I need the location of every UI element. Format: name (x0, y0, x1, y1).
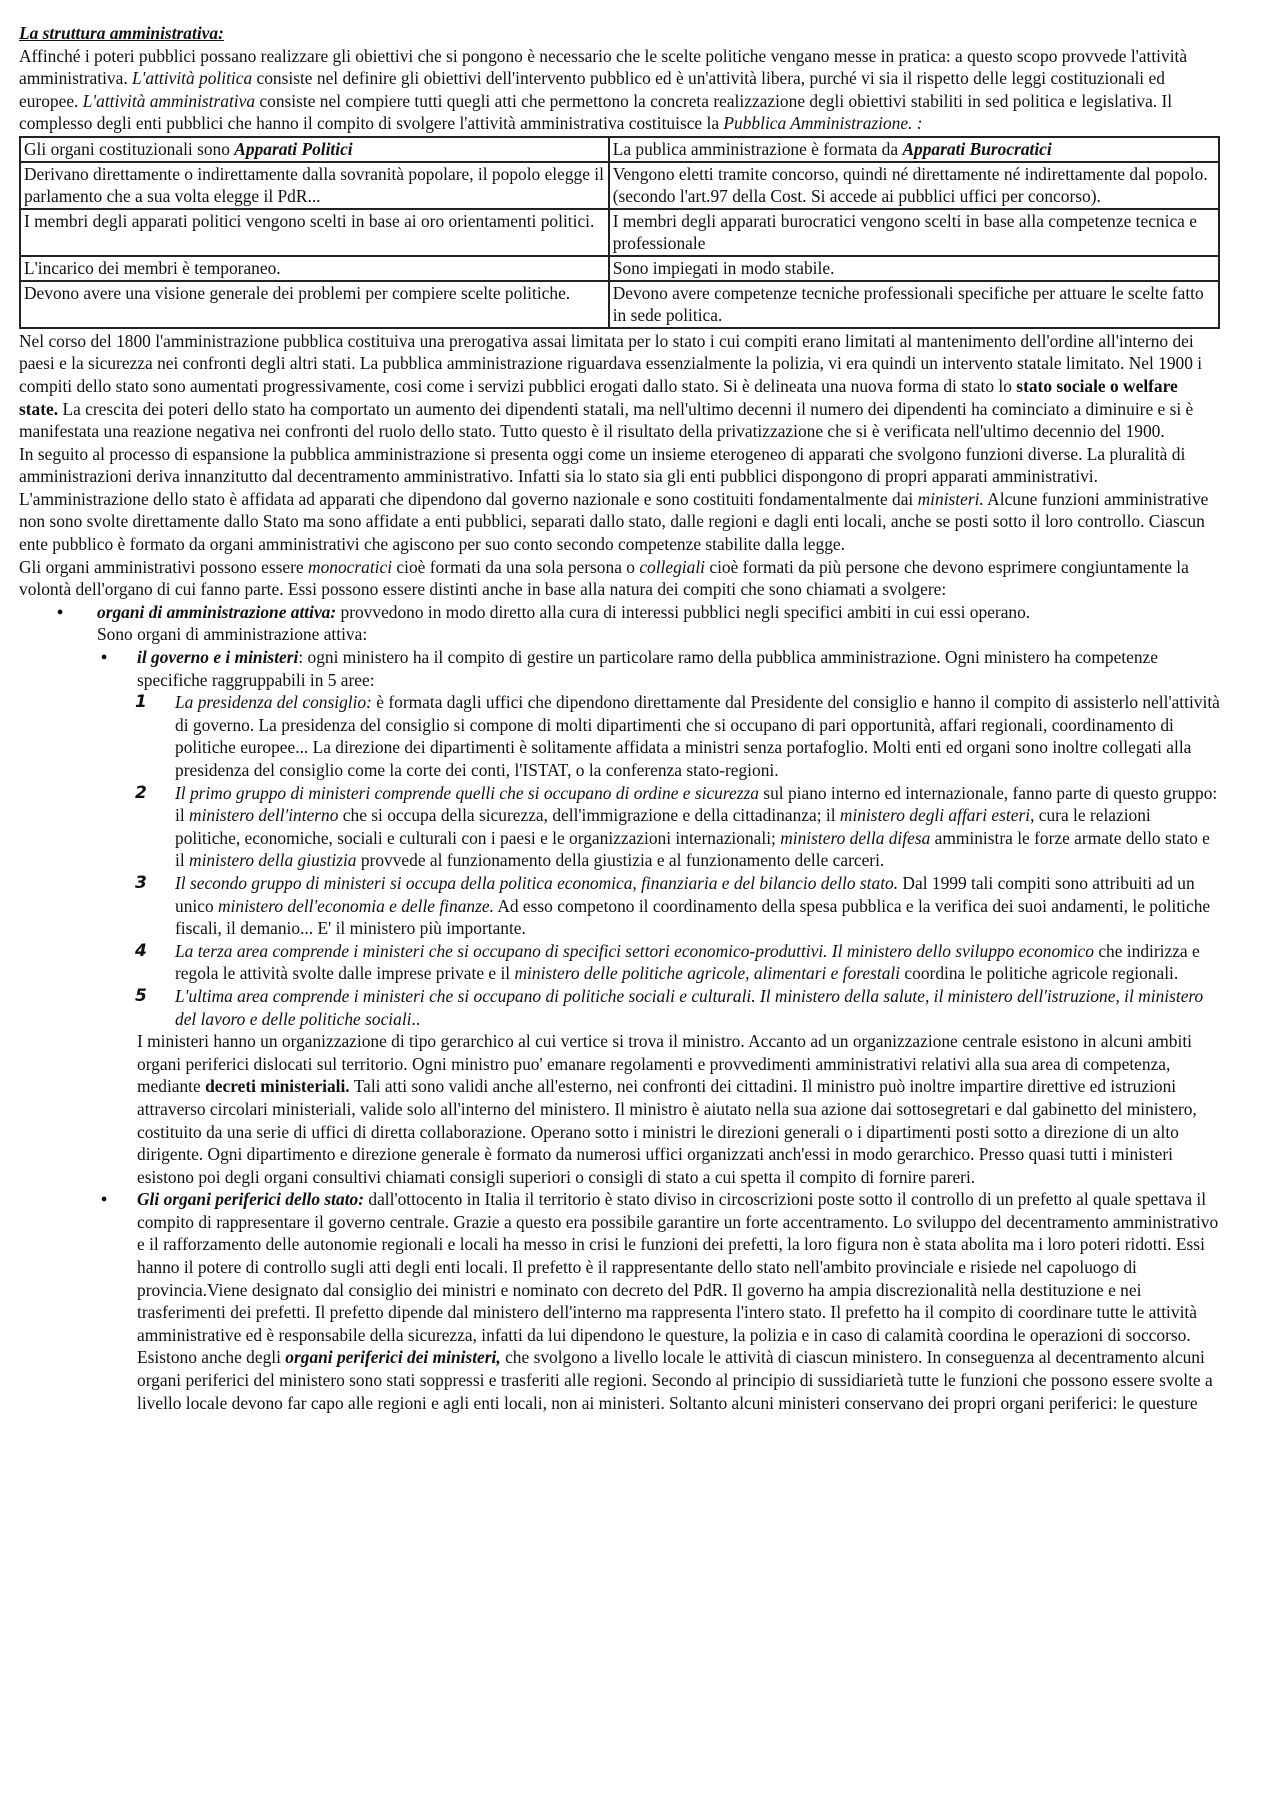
text-run: coordina le politiche agricole regionali. (900, 963, 1179, 984)
text-run: che si occupa della sicurezza, dell'immigrazione e della cittadinanza; il (338, 805, 840, 826)
text-run: L'ultima area comprende i ministeri che si occupano di politiche sociali e culturali. Il ministero della salute, il ministero dell'istruzione, il ministero del lavoro e delle politiche sociali (175, 985, 1204, 1029)
table-cell: Vengono eletti tramite concorso, quindi né direttamente né indirettamente dal popolo. (secondo l'art.97 della Cost. Si accede ai pubblici uffici per concorso). (609, 162, 1219, 209)
table-header-row (20, 137, 1219, 162)
paragraph-ministeri (137, 1030, 1220, 1188)
text-run: ministero dell'interno (189, 805, 339, 826)
item-number: 3 (135, 872, 147, 893)
intro-paragraph (19, 45, 1220, 135)
text-run: ministero delle politiche agricole, alimentari e forestali (514, 963, 901, 984)
table-cell: Devono avere competenze tecniche professionali specifiche per attuare le scelte fatto in sede politica. (609, 281, 1219, 328)
text-run: ministero della giustizia (189, 850, 357, 871)
numbered-item (19, 985, 1220, 1030)
numbered-item (19, 782, 1220, 872)
numbered-item-text (175, 782, 1220, 872)
text-run: che indirizza e regola le attività svolte dalle imprese private e il (175, 940, 1200, 984)
text-run: I ministeri hanno un organizzazione di tipo gerarchico al cui vertice si trova il ministro. Accanto ad un organizzazione centrale esistono in alcuni ambiti organi periferici dislocati sul territorio. Ogni ministro puo' emanare regolamenti e provvedimenti amministrativi relativi alla sua area di competenza, mediante (137, 1031, 1193, 1097)
text-run: , cura le relazioni politiche, economiche, sociali e culturali con i paesi e le organizzazioni internazionali; (175, 805, 1151, 848)
paragraph-decentramento (19, 443, 1220, 556)
document-title: La struttura amministrativa: (19, 23, 224, 43)
text-run: Alcune funzioni amministrative non sono svolte direttamente dallo Stato ma sono affidate a enti pubblici, separati dallo stato, dalle regioni e dagli enti locali, anche se posti sotto il loro controllo. Ciascun ente pubblico è formato da organi amministrativi che agiscono per suo conto secondo competenze stabilite dalla legge. (19, 488, 1209, 555)
text-run: .. (411, 1008, 421, 1029)
table-cell: Derivano direttamente o indirettamente dalla sovranità popolare, il popolo elegge il parlamento che a sua volta elegge il PdR... (20, 162, 609, 209)
table-cell: L'incarico dei membri è temporaneo. (20, 256, 609, 281)
text-run: ministero dell'economia e delle finanze. (217, 895, 494, 916)
table-cell: I membri degli apparati politici vengono scelti in base ai oro orientamenti politici. (20, 209, 609, 256)
text-run: il governo e i ministeri (137, 647, 299, 668)
text-run: In seguito al processo di espansione la pubblica amministrazione si presenta oggi come un insieme eterogeneo di apparati che svolgono funzioni diverse. La pluralità di amministrazioni deriva innanzitutto dal decentramento amministrativo. Infatti sia lo stato sia gli enti pubblici dispongono di propri apparati amministrativi. L'amministrazione dello stato è affidata ad apparati che dipendono dal governo nazionale e sono costituiti fondamentalmente dai (19, 443, 1186, 509)
text-run: che svolgono a livello locale le attività di ciascun ministero. In conseguenza al decentramento alcuni organi periferici del ministero sono stati soppressi e trasferiti alle regioni. Secondo al principio di sussidiarietà tutte le funzioni che possono essere svolte a livello locale devono far capo alle regioni e agli enti locali, non ai ministeri. Soltanto alcuni ministeri conservano dei propri organi periferici: le questure (137, 1347, 1213, 1413)
text-run: è formata dagli uffici che dipendono direttamente dal Presidente del consiglio e hanno il compito di assisterlo nell'attività di governo. La presidenza del consiglio si compone di molti dipartimenti che si occupano di pari opportunità, affari regionali, coordinamento di politiche europee... La direzione dei dipartimenti è solitamente affidata a ministri senza portafoglio. Molti enti ed organi sono inoltre collegati alla presidenza del consiglio come la corte dei conti, l'ISTAT, o la conferenza stato-regioni. (175, 692, 1220, 780)
numbered-item (19, 691, 1220, 781)
table-row (20, 256, 1219, 281)
list-item-text (97, 601, 1220, 624)
table-cell: Devono avere una visione generale dei problemi per compiere scelte politiche. (20, 281, 609, 328)
text-run: decreti ministeriali. (205, 1076, 350, 1097)
text-run: organi di amministrazione attiva: (97, 601, 337, 622)
text-run: Apparati Politici (234, 138, 353, 159)
bullet-icon: • (101, 1189, 108, 1210)
text-run: L'attività amministrativa (82, 90, 256, 111)
paragraph-welfare-state (19, 330, 1220, 443)
item-number: 1 (135, 692, 147, 713)
numbered-item-text (175, 691, 1220, 781)
text-run: La terza area comprende i ministeri che si occupano di specifici settori economico-produttivi. Il ministero dello sviluppo economico (175, 940, 1094, 961)
table-row (20, 162, 1219, 209)
numbered-item (19, 872, 1220, 940)
item-number: 4 (135, 940, 147, 961)
text-run: cioè formati da più persone che devono esprimere congiuntamente la volontà dell'organo di cui fanno parte. Essi possono essere distinti anche in base alla natura dei compiti che sono chiamati a svolgere: (19, 556, 1189, 600)
text-run: stato sociale o welfare state. (19, 375, 1178, 419)
text-run: provvedono in modo diretto alla cura di interessi pubblici negli specifici ambiti in cui essi operano. (336, 601, 1031, 622)
numbered-item-text (175, 985, 1220, 1030)
text-run: sul piano interno ed internazionale, fanno parte di questo gruppo: il (175, 782, 1218, 826)
text-run: L'attività politica (132, 68, 253, 89)
text-run: dall'ottocento in Italia il territorio è stato diviso in circoscrizioni poste sotto il controllo di un prefetto al quale spettava il compito di rappresentare il governo centrale. Grazie a questo era possibile garantire un forte accentramento. Lo sviluppo del decentramento amministrativo e il rafforzamento delle autonomie regionali e locali ha messo in crisi le funzioni dei prefetti, la loro figura non è stata abolita ma i loro poteri ridotti. Essi hanno il potere di controllo sugli atti degli enti locali. Il prefetto è il rappresentante dello stato nell'ambito provinciale e risiede nel capoluogo di provincia.Viene designato dal consiglio dei ministri e nominato con decreto del PdR. Il governo ha ampia discrezionalità nella destituzione e nei trasferimenti dei prefetti. Il prefetto dipende dal ministero dell'interno ma rappresenta l'intero stato. Il prefetto ha il compito di coordinare tutte le attività amministrative ed è responsabile della sicurezza, infatti da lui dipendono le questure, la polizia e in caso di calamità coordina le operazioni di soccorso. Esistono anche degli (137, 1189, 1219, 1368)
list-item-subtext: Sono organi di amministrazione attiva: (97, 624, 368, 645)
table-cell: Sono impiegati in modo stabile. (609, 256, 1219, 281)
text-run: Gli organi costituzionali sono (24, 138, 235, 159)
text-run: monocratici (308, 556, 393, 577)
text-run: Pubblica Amministrazione. : (723, 113, 923, 134)
text-run: Gli organi amministrativi possono essere (19, 556, 309, 577)
item-number: 2 (135, 782, 147, 803)
comparison-table (19, 136, 1220, 329)
text-run: Tali atti sono validi anche all'esterno, nei confronti dei cittadini. Il ministro può inoltre impartire direttive ed istruzioni attraverso circolari ministeriali, valide solo all'interno del ministero. Il ministro è aiutato nella sua azione dai sottosegretari e dal gabinetto del ministero, costituito da una serie di uffici di diretta collaborazione. Operano sotto i ministri le direzioni generali o i dipartimenti posti sotto a direzione di un alto dirigente. Ogni dipartimento e direzione generale è formato da numerosi uffici organizzati anch'essi in modo gerarchico. Presso quasi tutti i ministeri esistono poi degli organi consultivi chiamati consigli superiori o consigli di stato a cui spetta il compito di fornire pareri. (137, 1076, 1197, 1187)
list-item-text (137, 1188, 1220, 1414)
table-row (20, 209, 1219, 256)
bullet-icon: • (101, 647, 108, 668)
text-run: organi periferici dei ministeri, (285, 1347, 501, 1368)
numbered-item-text (175, 940, 1220, 985)
text-run: Ad esso competono il coordinamento della spesa pubblica e la verifica dei suoi andamenti, le politiche fiscali, il demanio... E' il ministero più importante. (175, 895, 1211, 939)
text-run: Nel corso del 1800 l'amministrazione pubblica costituiva una prerogativa assai limitata per lo stato i cui compiti erano limitati al mantenimento dell'ordine all'interno dei paesi e la sicurezza nei confronti degli altri stati. La pubblica amministrazione riguardava essenzialmente la polizia, vi era quindi un intervento statale limitato. Nel 1900 i compiti dello stato sono aumentati progressivamente, cosi come i servizi pubblici erogati dallo stato. Si è delineata una nuova forma di stato lo (19, 330, 1203, 396)
table-row (20, 281, 1219, 328)
text-run: Il secondo gruppo di ministeri si occupa della politica economica, finanziaria e del bilancio dello stato. (175, 872, 899, 893)
table-header-cell-political (20, 137, 609, 162)
text-run: cioè formati da una sola persona o (392, 556, 640, 577)
text-run: ministero della difesa (780, 827, 931, 848)
text-run: Dal 1999 tali compiti sono attribuiti ad un unico (175, 872, 1195, 916)
numbered-item (19, 940, 1220, 985)
numbered-item-text (175, 872, 1220, 940)
text-run: Affinché i poteri pubblici possano realizzare gli obiettivi che si pongono è necessario che le scelte politiche vengano messe in pratica: a questo scopo provvede l'attività amministrativa. (19, 45, 1188, 89)
text-run: collegiali (639, 556, 705, 577)
item-number: 5 (135, 985, 147, 1006)
text-run: provvede al funzionamento della giustizia e al funzionamento delle carceri. (356, 850, 885, 871)
list-item-text (137, 646, 1220, 691)
list-item-amministrazione-attiva (19, 601, 1220, 1414)
table-header-cell-bureaucratic (609, 137, 1219, 162)
text-run: : ogni ministero ha il compito di gestire un particolare ramo della pubblica amministrazione. Ogni ministero ha competenze specifiche raggruppabili in 5 aree: (137, 647, 1158, 690)
text-run: La publica amministrazione è formata da (612, 138, 903, 159)
bullet-icon: • (57, 601, 64, 622)
text-run: La presidenza del consiglio: (175, 692, 372, 713)
text-run: Gli organi periferici dello stato: (137, 1189, 365, 1210)
list-item-organi-periferici (19, 1188, 1220, 1414)
text-run: consiste nel definire gli obiettivi dell'intervento pubblico ed è un'attività libera, purché vi sia il rispetto delle leggi costituzionali ed europee. (19, 68, 1165, 111)
text-run: ministero degli affari esteri (839, 805, 1031, 826)
paragraph-organi (19, 556, 1220, 601)
text-run: amministra le forze armate dello stato e il (175, 827, 1210, 871)
text-run: ministeri. (917, 488, 984, 509)
text-run: La crescita dei poteri dello stato ha comportato un aumento dei dipendenti statali, ma nell'ultimo decenni il numero dei dipendenti ha cominciato a diminuire e si è manifestata una reazione negativa nei confronti del ruolo dello stato. Tutto questo è il risultato della privatizzazione che si è verificata nell'ultimo decennio del 1900. (19, 398, 1194, 442)
text-run: consiste nel compiere tutti quegli atti che permettono la concreta realizzazione degli obiettivi stabiliti in sed politica e legislativa. Il complesso degli enti pubblici che hanno il compito di svolgere l'attività amministrativa costituisce la (19, 90, 1173, 134)
text-run: Il primo gruppo di ministeri comprende quelli che si occupano di ordine e sicurezza (175, 782, 759, 803)
list-item-governo-ministeri (19, 646, 1220, 1188)
text-run: Apparati Burocratici (902, 138, 1052, 159)
table-cell: I membri degli apparati burocratici vengono scelti in base alla competenze tecnica e professionale (609, 209, 1219, 256)
